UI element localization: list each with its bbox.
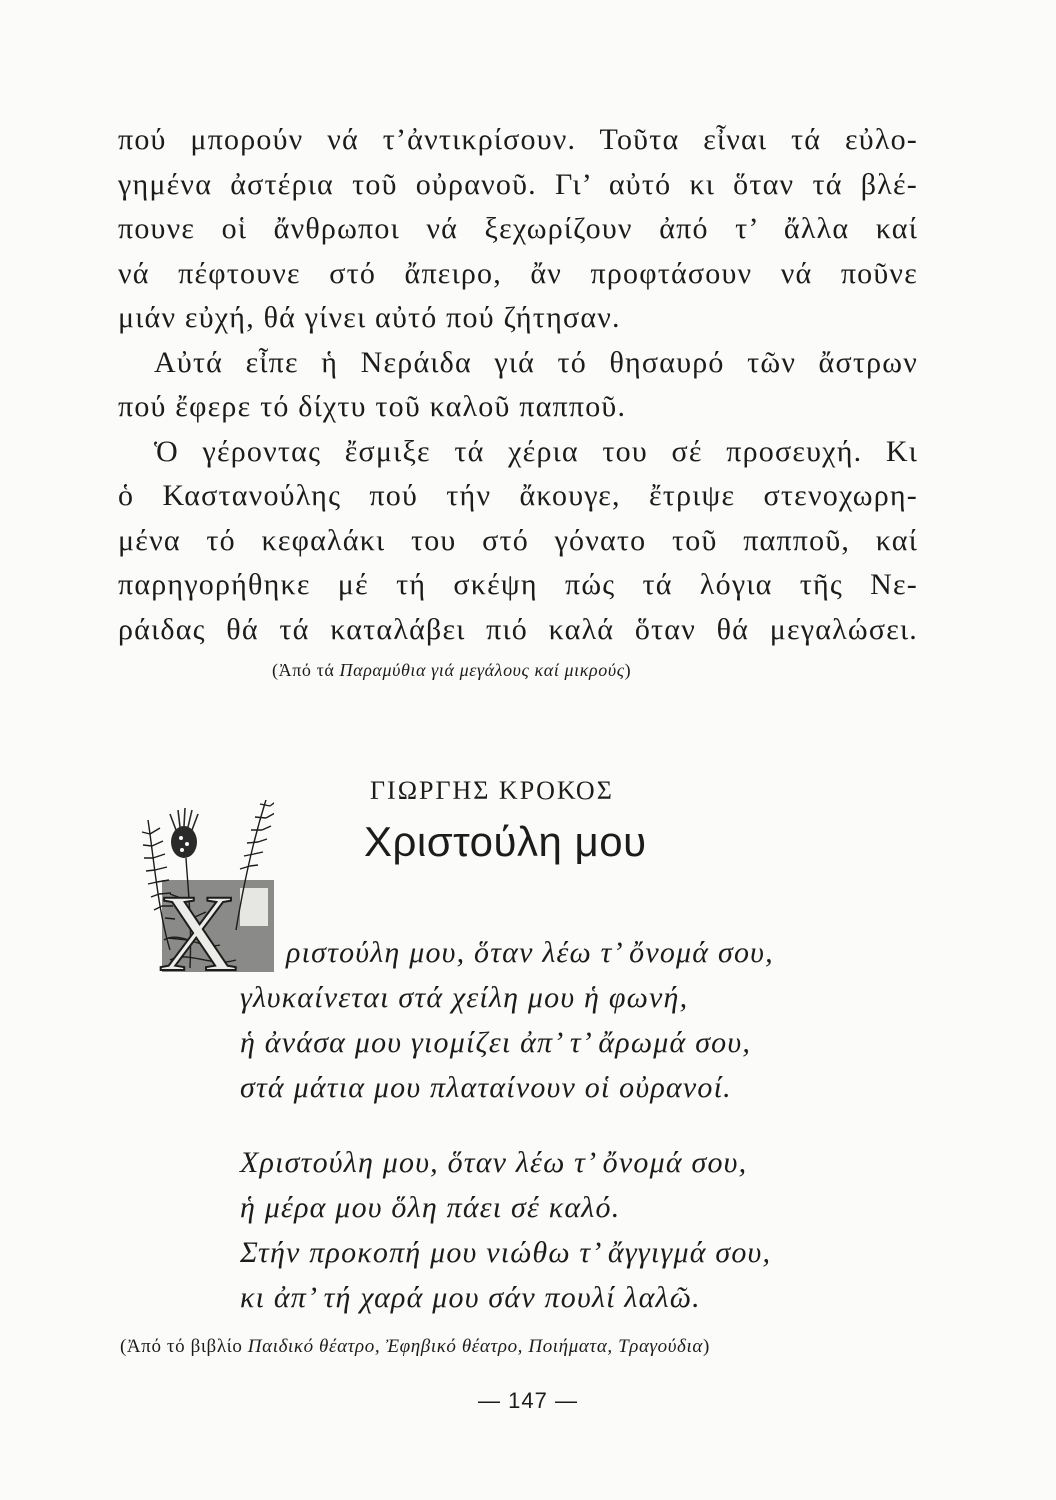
prose-line: παρηγορήθηκε μέ τή σκέψη πώς τά λόγια τῆς Νε- — [118, 568, 918, 601]
source-title: Παραμύθια γιά μεγάλους καί μικρούς — [339, 660, 625, 680]
poem-line: κι ἀπ’ τή χαρά μου σάν πουλί λαλῶ. — [240, 1281, 701, 1314]
prose-line: μιάν εὐχή, θά γίνει αὐτό πού ζήτησαν. — [118, 301, 621, 334]
dropcap-letter: Χ — [158, 872, 238, 972]
citation-titles: Παιδικό θέατρο, Ἐφηβικό θέατρο, Ποιήματα, Τραγούδια — [247, 1336, 703, 1357]
prose-line: ράιδας θά τά καταλάβει πιό καλά ὅταν θά μεγαλώσει. — [118, 612, 918, 646]
prose-line: πουνε οἱ ἄνθρωποι νά ξεχωρίζουν ἀπό τ’ ἄλλα καί — [118, 212, 918, 245]
poem-body — [240, 930, 890, 1320]
prose-line: νά πέφτουνε στό ἄπειρο, ἄν προφτάσουν νά ποῦνε — [118, 256, 918, 290]
prose-line: πού μπορούν νά τ’ἀντικρίσουν. Τοῦτα εἶναι τά εὐλο- — [118, 123, 918, 156]
prose-line: Ὁ γέροντας ἔσμιξε τά χέρια του σέ προσευχή. Κι — [154, 434, 918, 468]
poem-title: Χριστούλη μου — [364, 818, 647, 865]
prose-line: πού ἔφερε τό δίχτυ τοῦ καλοῦ παπποῦ. — [118, 390, 627, 423]
poem-line: ἡ ἀνάσα μου γιομίζει ἀπ’ τ’ ἄρωμά σου, — [240, 1026, 752, 1059]
prose-line: γημένα ἀστέρια τοῦ οὐρανοῦ. Γι’ αὐτό κι ὅταν τά βλέ- — [118, 167, 918, 201]
poem-line: ἡ μέρα μου ὅλη πάει σέ καλό. — [240, 1191, 621, 1224]
poem-line: Στήν προκοπή μου νιώθω τ’ ἄγγιγμά σου, — [240, 1236, 772, 1269]
source-citation — [272, 660, 631, 681]
poem-line: γλυκαίνεται στά χείλη μου ἡ φωνή, — [240, 981, 689, 1014]
poem-line: στά μάτια μου πλαταίνουν οἱ οὐρανοί. — [240, 1071, 732, 1104]
prose-text — [118, 118, 918, 652]
page-number: — 147 — — [478, 1388, 578, 1413]
source-prefix: (Ἀπό τά — [272, 660, 340, 680]
poem-author: ΓΙΩΡΓΗΣ ΚΡΟΚΟΣ — [370, 776, 614, 805]
stanza-gap — [240, 1110, 890, 1140]
prose-line: ὁ Καστανούλης πού τήν ἄκουγε, ἔτριψε στενοχωρη- — [118, 479, 918, 512]
poem-line: ριστούλη μου, ὅταν λέω τ’ ὄνομά σου, — [286, 936, 774, 969]
prose-line: μένα τό κεφαλάκι του στό γόνατο τοῦ παπποῦ, καί — [118, 523, 918, 557]
prose-line: Αὐτά εἶπε ἡ Νεράιδα γιά τό θησαυρό τῶν ἄστρων — [154, 345, 918, 379]
citation-prefix: (Ἀπό τό βιβλίο — [120, 1336, 248, 1357]
source-suffix: ) — [624, 660, 632, 680]
citation-suffix: ) — [702, 1336, 710, 1357]
book-citation — [120, 1336, 710, 1358]
poem-line: Χριστούλη μου, ὅταν λέω τ’ ὄνομά σου, — [240, 1146, 748, 1179]
